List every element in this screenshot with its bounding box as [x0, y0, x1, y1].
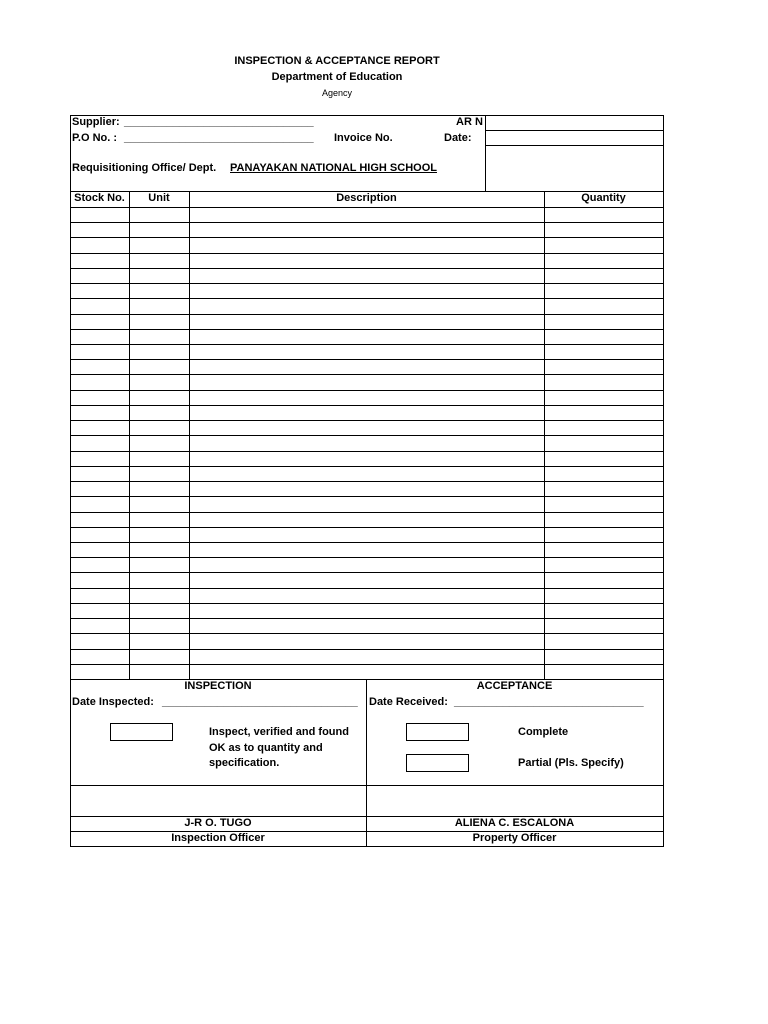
- quantity-cell[interactable]: [545, 482, 663, 495]
- inspection-signature-area[interactable]: [72, 787, 364, 815]
- stock-no-cell[interactable]: [71, 345, 128, 358]
- description-cell[interactable]: [190, 284, 543, 297]
- unit-cell[interactable]: [130, 452, 188, 465]
- quantity-cell[interactable]: [545, 254, 663, 267]
- unit-cell[interactable]: [130, 634, 188, 647]
- quantity-cell[interactable]: [545, 589, 663, 602]
- description-cell[interactable]: [190, 208, 543, 221]
- stock-no-cell[interactable]: [71, 375, 128, 388]
- date-field[interactable]: [488, 132, 660, 144]
- acceptance-signature-area[interactable]: [368, 787, 662, 815]
- stock-no-cell[interactable]: [71, 482, 128, 495]
- arn-divider: [485, 115, 486, 192]
- acceptance-heading: ACCEPTANCE: [476, 680, 553, 692]
- date-label: Date:: [444, 132, 472, 144]
- date-inspected-label: Date Inspected:: [72, 696, 154, 708]
- col-header-unit: Unit: [148, 192, 170, 204]
- unit-cell[interactable]: [130, 589, 188, 602]
- stock-no-cell[interactable]: [71, 650, 128, 663]
- description-cell[interactable]: [190, 452, 543, 465]
- supplier-label: Supplier:: [72, 116, 120, 128]
- stock-no-cell[interactable]: [71, 223, 128, 236]
- description-cell[interactable]: [190, 543, 543, 556]
- quantity-cell[interactable]: [545, 452, 663, 465]
- stock-no-cell[interactable]: [71, 543, 128, 556]
- unit-cell[interactable]: [130, 650, 188, 663]
- unit-cell[interactable]: [130, 558, 188, 571]
- stock-no-cell[interactable]: [71, 665, 128, 678]
- description-cell[interactable]: [190, 269, 543, 282]
- unit-cell[interactable]: [130, 604, 188, 617]
- date-inspected-field[interactable]: ________________________________: [162, 696, 358, 708]
- description-cell[interactable]: [190, 573, 543, 586]
- unit-cell[interactable]: [130, 436, 188, 449]
- description-cell[interactable]: [190, 238, 543, 251]
- stock-no-cell[interactable]: [71, 467, 128, 480]
- requisitioning-label: Requisitioning Office/ Dept.: [72, 162, 217, 174]
- stock-no-cell[interactable]: [71, 528, 128, 541]
- requisitioning-value: PANAYAKAN NATIONAL HIGH SCHOOL: [230, 162, 437, 174]
- arn-line-1: [485, 130, 663, 131]
- quantity-cell[interactable]: [545, 269, 663, 282]
- stock-no-cell[interactable]: [71, 238, 128, 251]
- stock-no-cell[interactable]: [71, 254, 128, 267]
- arn-field[interactable]: [488, 117, 660, 129]
- stock-no-cell[interactable]: [71, 284, 128, 297]
- quantity-cell[interactable]: [545, 406, 663, 419]
- stock-no-cell[interactable]: [71, 634, 128, 647]
- date-received-field[interactable]: _______________________________: [454, 696, 644, 708]
- unit-cell[interactable]: [130, 375, 188, 388]
- report-title: INSPECTION & ACCEPTANCE REPORT: [234, 55, 440, 67]
- col-header-quantity: Quantity: [581, 192, 626, 204]
- quantity-cell[interactable]: [545, 360, 663, 373]
- stock-no-cell[interactable]: [71, 269, 128, 282]
- unit-cell[interactable]: [130, 497, 188, 510]
- unit-cell[interactable]: [130, 360, 188, 373]
- unit-cell[interactable]: [130, 619, 188, 632]
- stock-no-cell[interactable]: [71, 558, 128, 571]
- stock-no-cell[interactable]: [71, 452, 128, 465]
- unit-cell[interactable]: [130, 315, 188, 328]
- inspected-checkbox[interactable]: [110, 723, 173, 741]
- quantity-cell[interactable]: [545, 284, 663, 297]
- unit-cell[interactable]: [130, 528, 188, 541]
- quantity-cell[interactable]: [545, 345, 663, 358]
- description-cell[interactable]: [190, 482, 543, 495]
- department-name: Department of Education: [271, 71, 403, 83]
- description-cell[interactable]: [190, 619, 543, 632]
- agency-label: Agency: [321, 88, 353, 98]
- quantity-cell[interactable]: [545, 238, 663, 251]
- description-cell[interactable]: [190, 391, 543, 404]
- description-cell[interactable]: [190, 665, 543, 678]
- stock-no-cell[interactable]: [71, 208, 128, 221]
- quantity-cell[interactable]: [545, 604, 663, 617]
- col-header-stock-no: Stock No.: [74, 192, 125, 204]
- quantity-cell[interactable]: [545, 375, 663, 388]
- unit-cell[interactable]: [130, 299, 188, 312]
- unit-cell[interactable]: [130, 573, 188, 586]
- quantity-cell[interactable]: [545, 573, 663, 586]
- quantity-cell[interactable]: [545, 619, 663, 632]
- quantity-cell[interactable]: [545, 208, 663, 221]
- stock-no-cell[interactable]: [71, 299, 128, 312]
- quantity-cell[interactable]: [545, 391, 663, 404]
- inspection-heading: INSPECTION: [184, 680, 252, 692]
- stock-no-cell[interactable]: [71, 360, 128, 373]
- description-cell[interactable]: [190, 604, 543, 617]
- unit-cell[interactable]: [130, 543, 188, 556]
- unit-cell[interactable]: [130, 482, 188, 495]
- description-cell[interactable]: [190, 406, 543, 419]
- unit-cell[interactable]: [130, 665, 188, 678]
- unit-cell[interactable]: [130, 406, 188, 419]
- stock-no-cell[interactable]: [71, 330, 128, 343]
- quantity-cell[interactable]: [545, 315, 663, 328]
- quantity-cell[interactable]: [545, 421, 663, 434]
- description-cell[interactable]: [190, 315, 543, 328]
- inspection-statement-line-1: Inspect, verified and found: [209, 726, 349, 738]
- description-cell[interactable]: [190, 360, 543, 373]
- stock-no-cell[interactable]: [71, 497, 128, 510]
- description-cell[interactable]: [190, 589, 543, 602]
- complete-checkbox[interactable]: [406, 723, 469, 741]
- unit-cell[interactable]: [130, 208, 188, 221]
- property-officer-name: ALIENA C. ESCALONA: [454, 817, 575, 829]
- quantity-cell[interactable]: [545, 634, 663, 647]
- quantity-cell[interactable]: [545, 436, 663, 449]
- inspection-officer-title: Inspection Officer: [171, 832, 265, 844]
- arn-label: AR N: [456, 116, 483, 128]
- quantity-cell[interactable]: [545, 467, 663, 480]
- unit-cell[interactable]: [130, 269, 188, 282]
- col-header-description: Description: [336, 192, 397, 204]
- inspection-statement-line-2: OK as to quantity and: [209, 742, 323, 754]
- description-cell[interactable]: [190, 467, 543, 480]
- stock-no-cell[interactable]: [71, 436, 128, 449]
- description-cell[interactable]: [190, 421, 543, 434]
- arn-line-2: [485, 145, 663, 146]
- stock-no-cell[interactable]: [71, 573, 128, 586]
- description-cell[interactable]: [190, 223, 543, 236]
- stock-no-cell[interactable]: [71, 391, 128, 404]
- stock-no-cell[interactable]: [71, 421, 128, 434]
- complete-label: Complete: [518, 726, 569, 738]
- supplier-field[interactable]: _______________________________: [124, 116, 314, 128]
- description-cell[interactable]: [190, 634, 543, 647]
- description-cell[interactable]: [190, 650, 543, 663]
- unit-cell[interactable]: [130, 238, 188, 251]
- stock-no-cell[interactable]: [71, 315, 128, 328]
- quantity-cell[interactable]: [545, 543, 663, 556]
- unit-cell[interactable]: [130, 223, 188, 236]
- stock-no-cell[interactable]: [71, 619, 128, 632]
- quantity-cell[interactable]: [545, 330, 663, 343]
- quantity-cell[interactable]: [545, 558, 663, 571]
- description-cell[interactable]: [190, 345, 543, 358]
- inspection-officer-name: J-R O. TUGO: [184, 817, 252, 829]
- unit-cell[interactable]: [130, 345, 188, 358]
- unit-cell[interactable]: [130, 391, 188, 404]
- unit-cell[interactable]: [130, 254, 188, 267]
- description-cell[interactable]: [190, 299, 543, 312]
- description-cell[interactable]: [190, 558, 543, 571]
- quantity-cell[interactable]: [545, 665, 663, 678]
- quantity-cell[interactable]: [545, 497, 663, 510]
- description-cell[interactable]: [190, 330, 543, 343]
- po-field[interactable]: _______________________________: [124, 132, 314, 144]
- description-cell[interactable]: [190, 254, 543, 267]
- quantity-cell[interactable]: [545, 650, 663, 663]
- description-cell[interactable]: [190, 436, 543, 449]
- po-label: P.O No. :: [72, 132, 118, 144]
- unit-cell[interactable]: [130, 284, 188, 297]
- property-officer-title: Property Officer: [472, 832, 557, 844]
- unit-cell[interactable]: [130, 513, 188, 526]
- date-received-label: Date Received:: [369, 696, 448, 708]
- description-cell[interactable]: [190, 513, 543, 526]
- quantity-cell[interactable]: [545, 223, 663, 236]
- unit-cell[interactable]: [130, 330, 188, 343]
- unit-cell[interactable]: [130, 421, 188, 434]
- signature-area-top: [70, 785, 664, 786]
- description-cell[interactable]: [190, 375, 543, 388]
- partial-checkbox[interactable]: [406, 754, 469, 772]
- partial-label: Partial (Pls. Specify): [518, 757, 624, 769]
- description-cell[interactable]: [190, 528, 543, 541]
- quantity-cell[interactable]: [545, 528, 663, 541]
- invoice-label: Invoice No.: [334, 132, 393, 144]
- description-cell[interactable]: [190, 497, 543, 510]
- stock-no-cell[interactable]: [71, 406, 128, 419]
- unit-cell[interactable]: [130, 467, 188, 480]
- inspection-statement-line-3: specification.: [209, 757, 280, 769]
- stock-no-cell[interactable]: [71, 589, 128, 602]
- quantity-cell[interactable]: [545, 299, 663, 312]
- quantity-cell[interactable]: [545, 513, 663, 526]
- stock-no-cell[interactable]: [71, 604, 128, 617]
- stock-no-cell[interactable]: [71, 513, 128, 526]
